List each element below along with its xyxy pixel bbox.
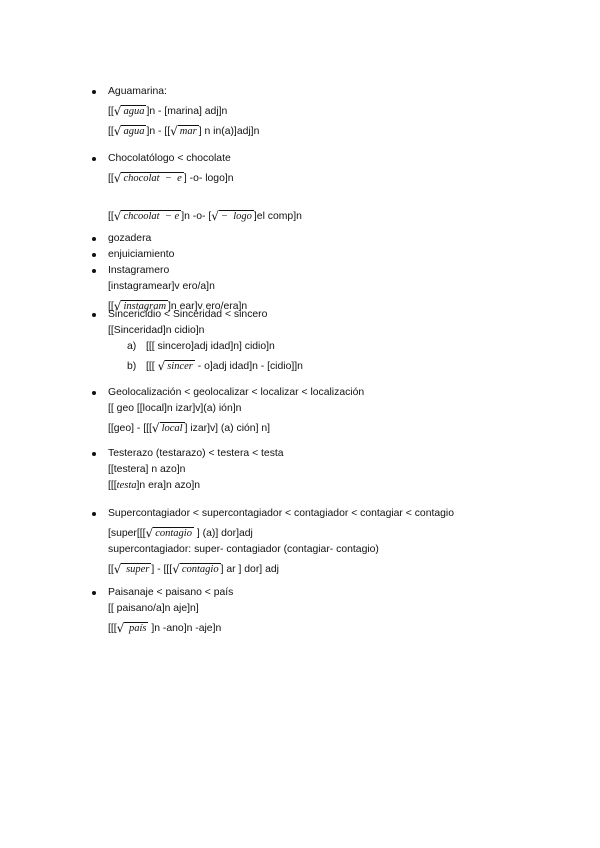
sqrt-symbol: √ chcoolat − e bbox=[113, 209, 180, 223]
sqrt-symbol: √ − logo bbox=[211, 209, 252, 223]
analysis-line: [instagramear]v ero/a]n bbox=[108, 281, 215, 292]
entry-title: enjuiciamiento bbox=[88, 247, 588, 263]
sqrt-symbol: √ agua bbox=[113, 104, 145, 118]
entry-title: Geolocalización < geolocalizar < localizar < localización bbox=[88, 385, 588, 401]
entry-sincericidio bbox=[88, 307, 588, 375]
entry-title: Sincericidio < Sinceridad < sincero bbox=[88, 307, 588, 323]
analysis-line: supercontagiador: super- contagiador (contagiar- contagio) bbox=[108, 544, 379, 555]
analysis-line: [[ geo [[local]n izar]v](a) ión]n bbox=[108, 403, 242, 414]
entry-title: Aguamarina: bbox=[88, 84, 588, 100]
analysis-line: [[[√ país ]n -ano]n -aje]n bbox=[88, 617, 588, 637]
analysis-line: [super[[[√ contagio ] (a)] dor]adj bbox=[88, 522, 588, 542]
analysis-line: [[geo] - [[[√ local ] izar]v] (a) ción] n] bbox=[88, 417, 588, 437]
entry-title: Paisanaje < paisano < país bbox=[88, 585, 588, 601]
sqrt-symbol: √ sincer bbox=[157, 359, 193, 373]
italic-root: testa bbox=[116, 480, 137, 491]
entry-chocolatologo bbox=[88, 151, 588, 225]
entry-aguamarina bbox=[88, 84, 588, 140]
sqrt-symbol: √ local bbox=[151, 421, 183, 435]
entry-paisanaje bbox=[88, 585, 588, 637]
entry-title: gozadera bbox=[88, 231, 588, 247]
sqrt-symbol: √ agua bbox=[113, 124, 145, 138]
analysis-line: [[[testa]n era]n azo]n bbox=[108, 480, 201, 491]
sqrt-symbol: √ chocolat − e bbox=[113, 171, 182, 185]
sqrt-symbol: √ super bbox=[113, 562, 150, 576]
analysis-line: [[testera] n azo]n bbox=[108, 464, 186, 475]
entry-supercontagiador bbox=[88, 506, 588, 578]
analysis-line: [[ paisano/a]n aje]n] bbox=[108, 603, 199, 614]
entry-group-three bbox=[88, 231, 588, 315]
sub-item-b: b) [[[ √ sincer - o]adj idad]n - [cidio]]n bbox=[88, 355, 588, 375]
analysis-line: [[√ agua ]n - [[√ mar ] n in(a)]adj]n bbox=[88, 120, 588, 140]
analysis-line: [[√ agua ]n - [marina] adj]n bbox=[88, 100, 588, 120]
analysis-line: [[√ instagram ]n ear]v ero/era]n bbox=[88, 295, 588, 315]
sqrt-symbol: √ país bbox=[116, 621, 147, 635]
entry-title: Chocolatólogo < chocolate bbox=[88, 151, 588, 167]
analysis-line: [[√ chcoolat − e ]n -o- [√ − logo ]el comp]n bbox=[88, 205, 588, 225]
analysis-line: [[Sinceridad]n cidio]n bbox=[108, 325, 205, 336]
entry-title: Instagramero bbox=[88, 263, 588, 279]
sub-item-a: a) [[[ sincero]adj idad]n] cidio]n bbox=[127, 341, 275, 352]
entry-testerazo bbox=[88, 446, 588, 494]
sqrt-symbol: √ contagio bbox=[172, 562, 219, 576]
entry-geolocalizacion bbox=[88, 385, 588, 437]
entry-title: Supercontagiador < supercontagiador < contagiador < contagiar < contagio bbox=[88, 506, 588, 522]
entry-title: Testerazo (testarazo) < testera < testa bbox=[88, 446, 588, 462]
sqrt-symbol: √ instagram bbox=[113, 299, 167, 313]
analysis-line: [[√ chocolat − e ] -o- logo]n bbox=[88, 167, 588, 187]
sqrt-symbol: √ contagio bbox=[145, 526, 192, 540]
sqrt-symbol: √ mar bbox=[170, 124, 197, 138]
analysis-line: [[√ super ] - [[[√ contagio ] ar ] dor] adj bbox=[88, 558, 588, 578]
